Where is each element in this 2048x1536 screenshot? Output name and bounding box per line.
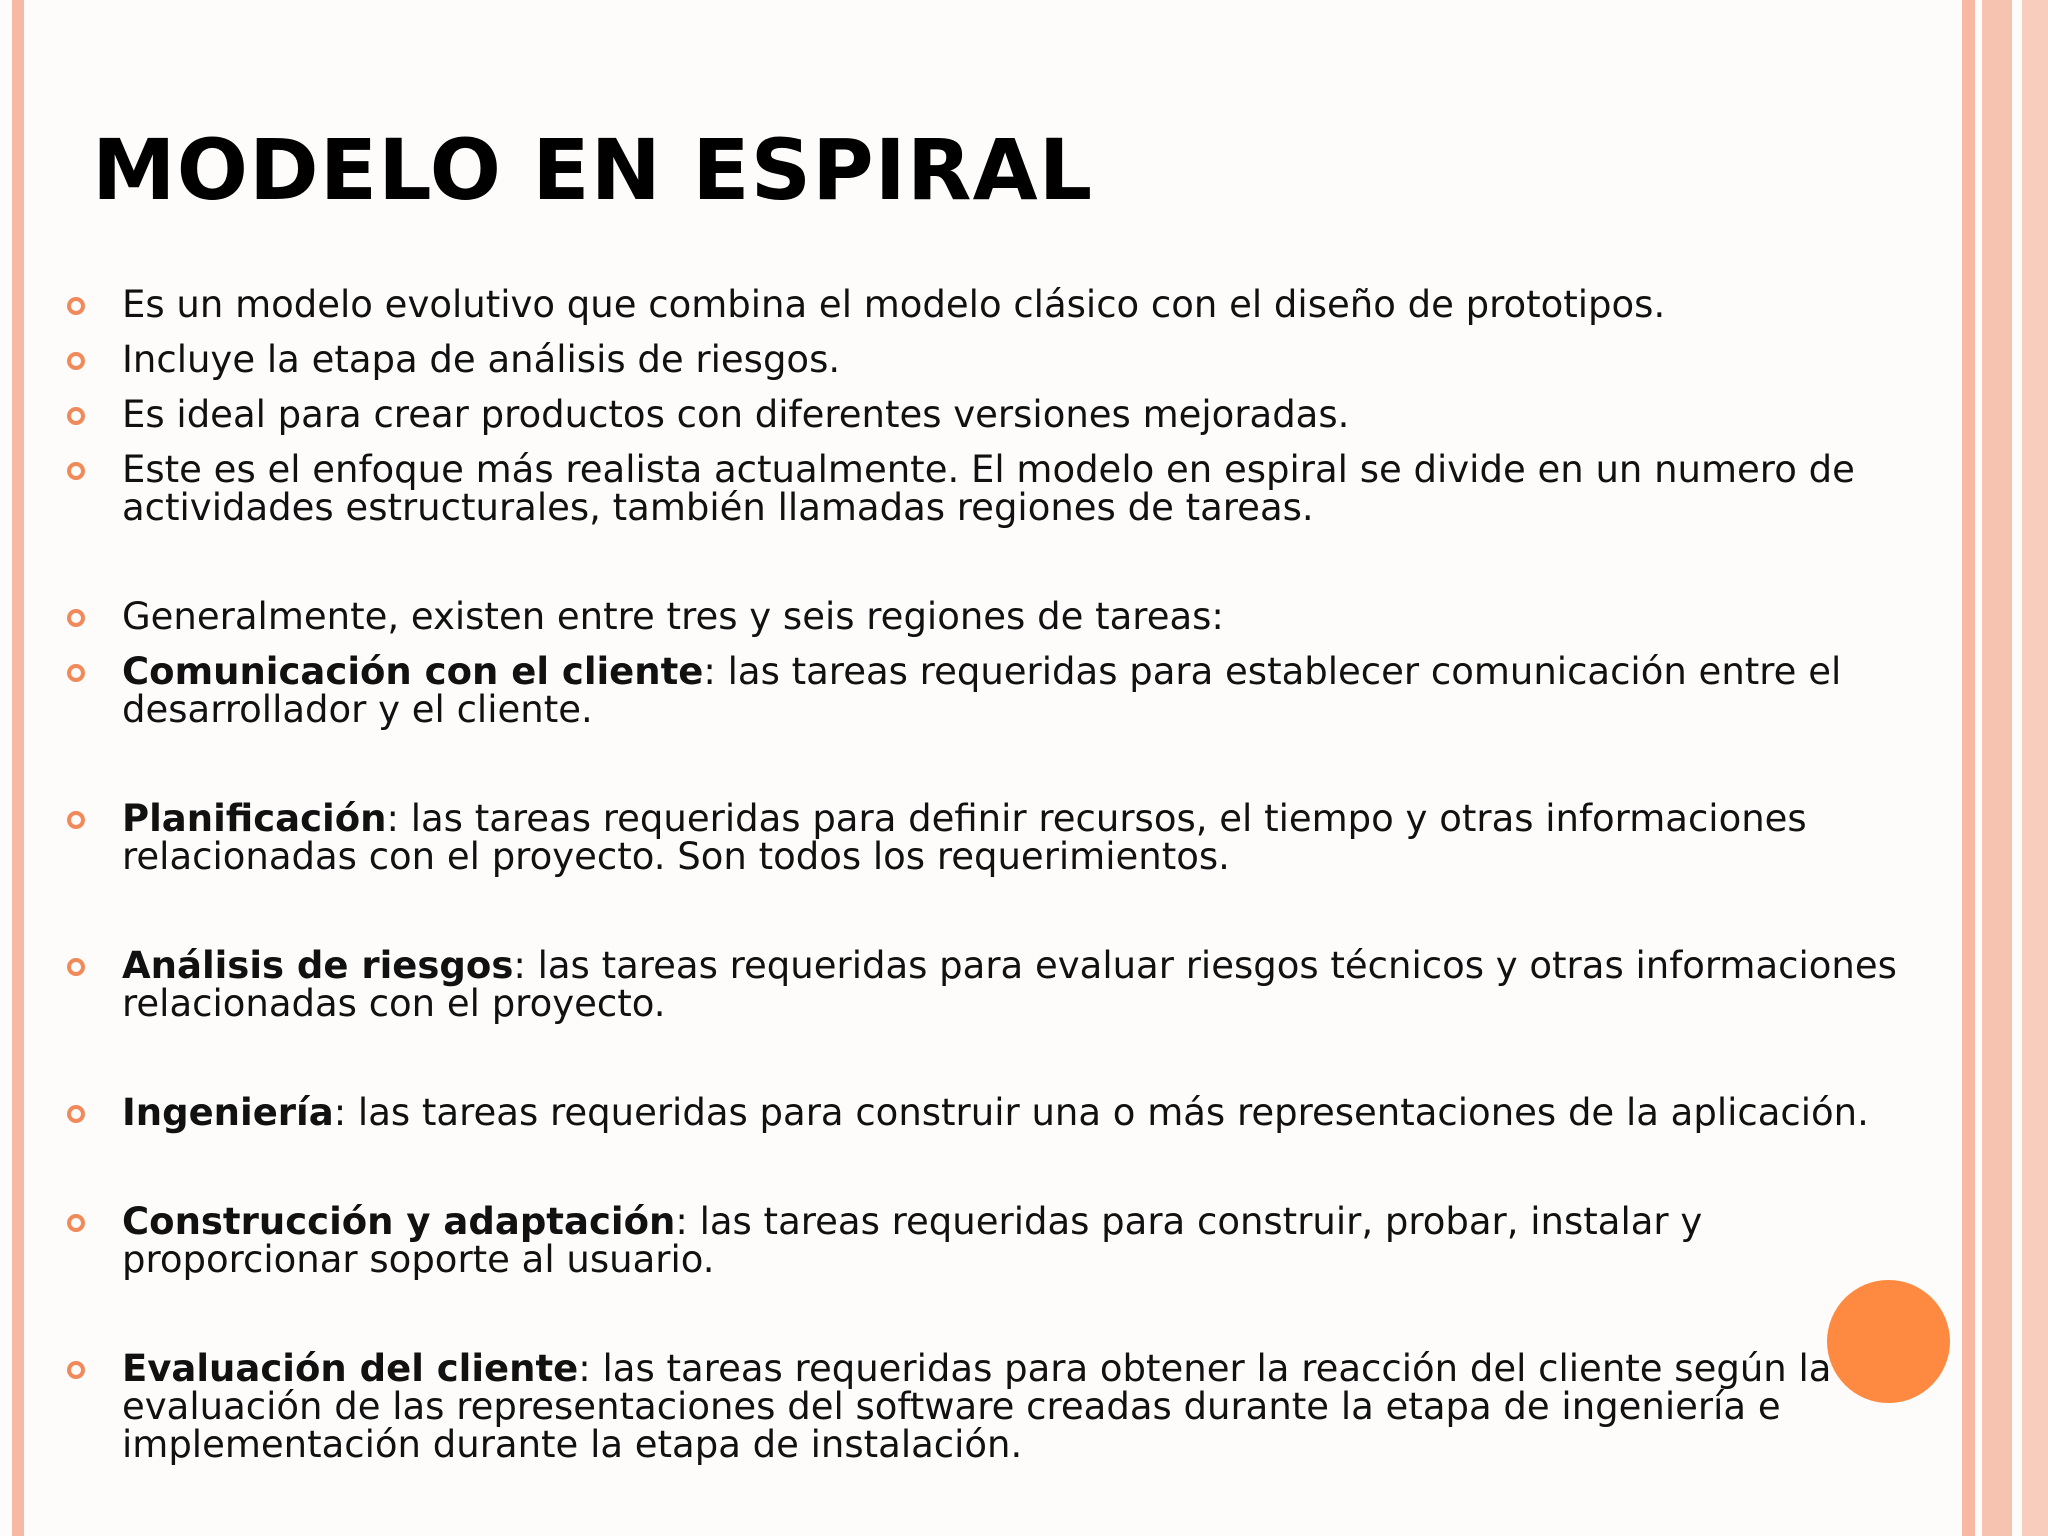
list-item	[62, 448, 1922, 529]
region-term: Evaluación del cliente	[122, 1347, 579, 1390]
bullet-list	[62, 283, 1922, 1481]
decorative-orange-circle	[1827, 1280, 1950, 1403]
region-description: : las tareas requeridas para definir recursos, el tiempo y otras informaciones relacionadas con el proyecto. Son todos los requerimientos.	[122, 797, 1807, 878]
hollow-circle-bullet-icon	[67, 352, 85, 370]
right-border-stripe	[1962, 0, 1975, 1536]
hollow-circle-bullet-icon	[67, 462, 85, 480]
hollow-circle-bullet-icon	[67, 811, 85, 829]
list-item-region	[62, 1200, 1922, 1281]
item-text: Es un modelo evolutivo que combina el modelo clásico con el diseño de prototipos.	[122, 283, 1666, 326]
item-text: Este es el enfoque más realista actualmente. El modelo en espiral se divide en un numero de actividades estructurales, también llamadas regiones de tareas.	[122, 448, 1855, 529]
region-term: Construcción y adaptación	[122, 1200, 676, 1243]
hollow-circle-bullet-icon	[67, 297, 85, 315]
region-description: : las tareas requeridas para obtener la reacción del cliente según la evaluación de las representaciones del software creadas durante la etapa de ingeniería e implementación durante la etapa de instalación.	[122, 1347, 1832, 1466]
item-text: Incluye la etapa de análisis de riesgos.	[122, 338, 841, 381]
list-item-region	[62, 944, 1922, 1025]
region-description: : las tareas requeridas para evaluar riesgos técnicos y otras informaciones relacionadas con el proyecto.	[122, 944, 1897, 1025]
hollow-circle-bullet-icon	[67, 1361, 85, 1379]
region-description: : las tareas requeridas para establecer comunicación entre el desarrollador y el cliente.	[122, 650, 1842, 731]
region-term: Ingeniería	[122, 1091, 334, 1134]
region-description: : las tareas requeridas para construir, probar, instalar y proporcionar soporte al usuario.	[122, 1200, 1703, 1281]
list-item-region	[62, 1347, 1922, 1466]
hollow-circle-bullet-icon	[67, 664, 85, 682]
region-description: : las tareas requeridas para construir una o más representaciones de la aplicación.	[333, 1091, 1869, 1134]
region-term: Análisis de riesgos	[122, 944, 514, 987]
list-item	[62, 595, 1922, 638]
hollow-circle-bullet-icon	[67, 407, 85, 425]
list-item-region	[62, 650, 1922, 731]
hollow-circle-bullet-icon	[67, 958, 85, 976]
hollow-circle-bullet-icon	[67, 1214, 85, 1232]
list-item	[62, 283, 1922, 326]
list-item	[62, 393, 1922, 436]
list-item-region	[62, 797, 1922, 878]
region-term: Planificación	[122, 797, 387, 840]
list-item	[62, 338, 1922, 381]
region-term: Comunicación con el cliente	[122, 650, 704, 693]
item-text: Es ideal para crear productos con diferentes versiones mejoradas.	[122, 393, 1350, 436]
hollow-circle-bullet-icon	[67, 609, 85, 627]
hollow-circle-bullet-icon	[67, 1105, 85, 1123]
list-item-region	[62, 1091, 1922, 1134]
item-text: Generalmente, existen entre tres y seis regiones de tareas:	[122, 595, 1224, 638]
slide-title: MODELO EN ESPIRAL	[92, 121, 1094, 219]
left-border-stripe	[12, 0, 24, 1536]
right-border-stripe	[2022, 0, 2048, 1536]
right-border-stripe	[1982, 0, 2012, 1536]
